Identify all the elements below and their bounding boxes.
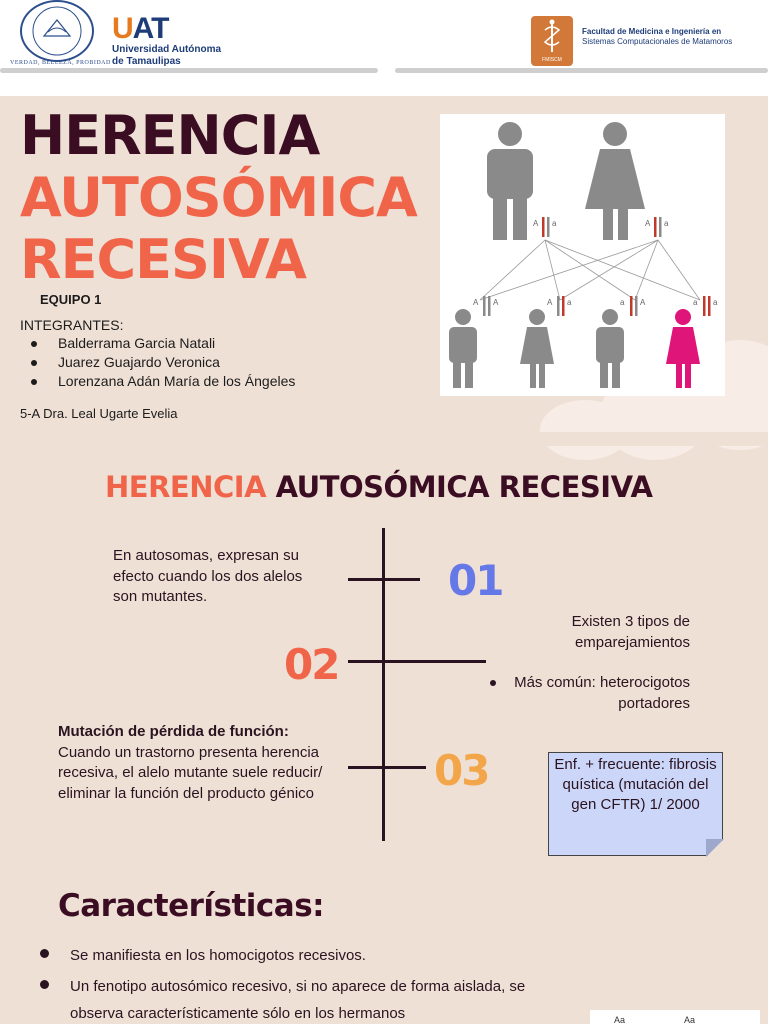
faculty-name-line2: Sistemas Computacionales de Matamoros [582, 37, 733, 46]
member-item: Lorenzana Adán María de los Ángeles [28, 372, 295, 391]
seal-emblem-icon [22, 2, 92, 60]
allele-label: A [493, 298, 499, 307]
step-2-bullet [480, 673, 690, 714]
chromosome-mark [708, 296, 711, 316]
bullet-dot [490, 680, 496, 686]
pedigree-svg [440, 114, 725, 396]
step-number-03: 03 [434, 746, 489, 795]
timeline-tick-2 [348, 660, 486, 663]
section-title [105, 470, 653, 504]
group-teacher: 5-A Dra. Leal Ugarte Evelia [20, 406, 178, 421]
characteristics-list [38, 942, 538, 1024]
affected-child-icon [666, 296, 718, 388]
allele-label: A [645, 219, 651, 228]
allele-label: a [552, 219, 557, 228]
faculty-name-line1: Facultad de Medicina e Ingeniería en [582, 27, 722, 36]
header-divider-right [395, 68, 768, 73]
step-3-body: Cuando un trastorno presenta herencia recesiva, el alelo mutante suele reducir/ eliminar la función del producto génico [58, 743, 323, 802]
uat-name [112, 44, 221, 68]
children-group [449, 296, 718, 388]
allele-label: a [620, 298, 625, 307]
mother-figure-icon [585, 122, 645, 240]
allele-label: A [640, 298, 646, 307]
header-band [0, 0, 768, 96]
timeline-tick-1 [348, 578, 420, 581]
characteristic-item: Se manifiesta en los homocigotos recesivos. [38, 942, 538, 969]
uat-logo-at: AT [132, 12, 169, 45]
child-figure-icon [596, 296, 646, 388]
uat-name-line2: de Tamaulipas [112, 56, 181, 67]
step-2-text: Existen 3 tipos de emparejamientos [571, 613, 690, 651]
member-item: Juarez Guajardo Veronica [28, 353, 295, 372]
members-label: INTEGRANTES: [20, 317, 124, 333]
university-seal-logo [20, 0, 94, 62]
sticky-note: Enf. + frecuente: fibrosis quística (mutación del gen CFTR) 1/ 2000 [548, 752, 723, 856]
chromosome-mark [557, 296, 560, 316]
genotype-label: Aa [684, 1015, 696, 1024]
chromosome-mark [635, 296, 638, 316]
title-line-2: AUTOSÓMICA [20, 166, 417, 229]
timeline-tick-3 [348, 766, 426, 769]
faculty-logo-text: FMISCM [542, 57, 562, 63]
section-title-part2: AUTOSÓMICA RECESIVA [275, 470, 653, 504]
faculty-logo [531, 16, 573, 66]
partial-figure-card [590, 1010, 760, 1024]
father-chromosomes [533, 217, 557, 237]
header-divider-left [0, 68, 378, 73]
chromosome-mark [703, 296, 706, 316]
team-label: EQUIPO 1 [40, 292, 102, 307]
chromosome-mark [562, 296, 565, 316]
step-2-bullet-text: Más común: heterocigotos portadores [514, 674, 690, 712]
allele-label: A [547, 298, 553, 307]
father-figure-icon [487, 122, 533, 240]
uat-name-line1: Universidad Autónoma [112, 44, 222, 55]
child-figure-icon [449, 296, 499, 388]
allele-label: a [693, 298, 698, 307]
seal-caption: VERDAD, BELLEZA, PROBIDAD [10, 60, 111, 66]
allele-label: A [533, 219, 539, 228]
characteristic-item: Un fenotipo autosómico recesivo, si no aparece de forma aislada, se observa característicamente sólo en los hermanos [38, 973, 538, 1024]
cloud-base [540, 432, 768, 446]
caduceus-icon [531, 16, 573, 56]
timeline-axis [382, 528, 385, 841]
mother-chromosomes [645, 217, 669, 237]
title-line-3: RECESIVA [20, 228, 306, 291]
chromosome-mark [483, 296, 486, 316]
step-number-02: 02 [284, 640, 339, 689]
allele-label: A [473, 298, 479, 307]
allele-label: a [664, 219, 669, 228]
step-1-text: En autosomas, expresan su efecto cuando los dos alelos son mutantes. [113, 547, 303, 605]
member-item: Balderrama Garcia Natali [28, 334, 295, 353]
pedigree-diagram [440, 114, 725, 396]
uat-logo [112, 12, 168, 46]
genotype-label: Aa [614, 1015, 626, 1024]
step-3-text [58, 722, 338, 804]
inheritance-lines [480, 240, 700, 300]
faculty-name [582, 27, 732, 47]
chromosome-mark [630, 296, 633, 316]
characteristics-title: Características: [58, 888, 325, 924]
step-3-heading: Mutación de pérdida de función: [58, 723, 289, 740]
chromosome-mark [488, 296, 491, 316]
allele-label: a [567, 298, 572, 307]
step-number-01: 01 [448, 556, 503, 605]
title-line-1: HERENCIA [20, 104, 320, 167]
section-title-part1: HERENCIA [105, 470, 267, 504]
members-list [28, 334, 295, 391]
uat-logo-u: U [112, 12, 133, 45]
child-figure-icon [520, 296, 572, 388]
allele-label: a [713, 298, 718, 307]
